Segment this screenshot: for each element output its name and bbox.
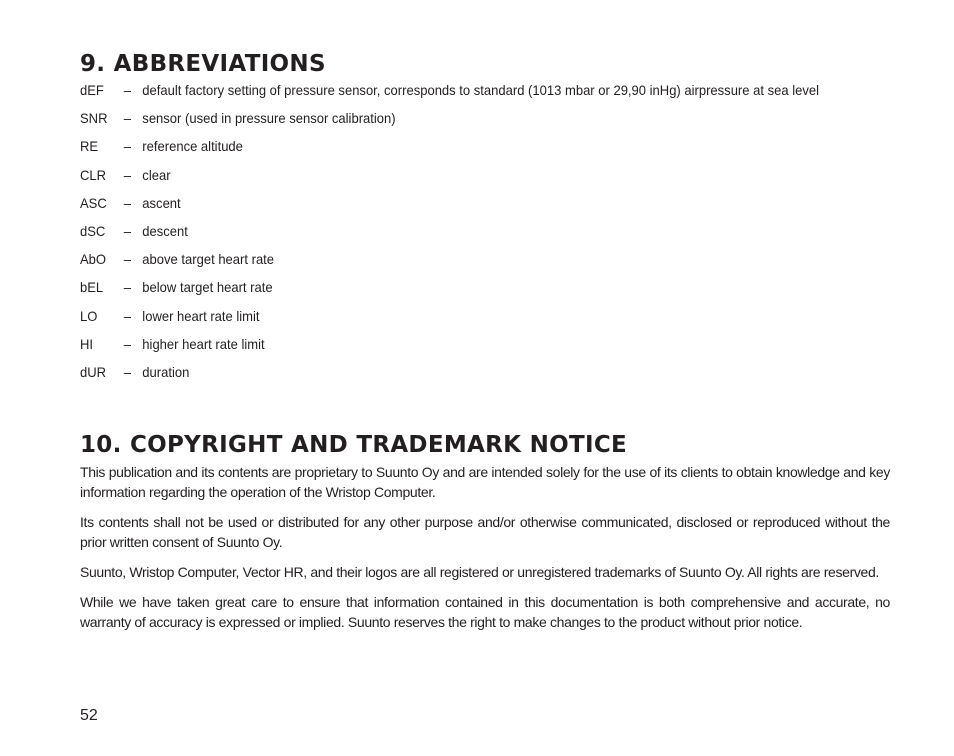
abbreviation-item [80,223,833,251]
abbreviation-item [80,308,833,336]
abbreviation-definition: ascent [142,194,181,211]
abbreviation-code: AbO [80,251,107,268]
abbreviation-code: SNR [80,110,108,127]
abbreviation-dash: – [123,166,131,183]
abbreviation-dash: – [123,279,131,296]
copyright-paragraph: While we have taken great care to ensure that information contained in this documentation is both comprehensive and accurate, no warranty of accuracy is expressed or implied. Suunto reserves the right to make changes to the product without prior notice. [80,594,890,631]
abbreviation-definition: default factory setting of pressure sensor, corresponds to standard (1013 mbar or 29,90 inHg) airpressure at sea level [142,82,820,98]
abbreviation-item [80,364,833,392]
abbreviation-code: CLR [80,166,107,183]
section-title-abbreviations: 9. ABBREVIATIONS [80,51,326,77]
abbreviation-dash: – [123,363,131,380]
abbreviation-item [80,195,833,223]
abbreviation-code: dUR [80,363,107,380]
abbreviation-definition: below target heart rate [142,279,273,296]
document-page [80,48,890,642]
abbreviation-dash: – [123,194,131,211]
abbreviation-code: dEF [80,82,104,98]
abbreviation-item [80,82,833,110]
abbreviation-definition: descent [142,222,188,239]
abbreviation-dash: – [123,251,131,268]
abbreviation-definition: above target heart rate [142,251,275,268]
copyright-paragraph: This publication and its contents are proprietary to Suunto Oy and are intended solely for the use of its clients to obtain knowledge and key information regarding the operation of the Wristop Computer. [80,464,890,501]
abbreviation-item [80,279,833,307]
abbreviation-definition: lower heart rate limit [142,307,260,324]
abbreviation-code: HI [80,335,94,352]
abbreviation-list [80,82,890,392]
section-title-copyright: 10. COPYRIGHT AND TRADEMARK NOTICE [80,432,628,459]
abbreviation-item [80,336,833,364]
abbreviation-dash: – [123,82,131,98]
page-number: 52 [80,707,98,724]
abbreviation-code: ASC [80,194,107,211]
abbreviation-item [80,251,833,279]
abbreviation-code: dSC [80,222,106,239]
abbreviation-item [80,138,833,166]
abbreviation-dash: – [123,110,131,127]
abbreviation-dash: – [123,138,131,155]
abbreviation-code: bEL [80,279,104,296]
abbreviation-item [80,110,833,138]
abbreviation-definition: duration [142,363,190,380]
abbreviation-dash: – [123,307,131,324]
abbreviation-definition: higher heart rate limit [142,335,265,352]
abbreviation-item [80,167,833,195]
abbreviation-dash: – [123,335,131,352]
abbreviation-definition: clear [142,166,171,183]
abbreviation-definition: sensor (used in pressure sensor calibration) [142,110,396,127]
abbreviation-dash: – [123,222,131,239]
abbreviation-code: RE [80,138,99,155]
copyright-paragraph: Its contents shall not be used or distributed for any other purpose and/or otherwise communicated, disclosed or reproduced without the prior written consent of Suunto Oy. [80,514,890,551]
abbreviation-definition: reference altitude [142,138,243,155]
copyright-paragraph: Suunto, Wristop Computer, Vector HR, and their logos are all registered or unregistered trademarks of Suunto Oy. All rights are reserved. [80,564,879,581]
abbreviation-code: LO [80,307,98,324]
